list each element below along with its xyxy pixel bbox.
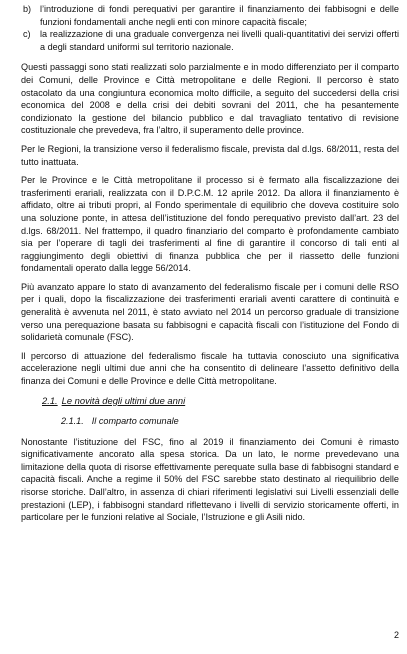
lettered-list bbox=[21, 3, 399, 53]
subsection-title: Il comparto comunale bbox=[91, 415, 179, 426]
body-paragraph: Per le Regioni, la transizione verso il federalismo fiscale, prevista dal d.lgs. 68/2011, resta del tutto inattuata. bbox=[21, 143, 399, 167]
subsection-number: 2.1.1. bbox=[61, 415, 84, 426]
list-item-text: l’introduzione di fondi perequativi per garantire il finanziamento dei fabbisogni e delle funzioni fondamentali anche negli enti con minore capacità fiscale; bbox=[40, 4, 399, 27]
page-number: 2 bbox=[393, 630, 399, 640]
body-paragraph: Nonostante l’istituzione del FSC, fino al 2019 il finanziamento dei Comuni è rimasto significativamente ancorato alla spesa storica. Da un lato, le norme prevedevano una limitazione della quota di risorse effettivamente perequate sulla base di fabbisogni standard e capacità fiscali. Anche a regime il 50% del FSC sarebbe stato destinato al riequilibrio delle risorse storiche. Dall’altro, in assenza di chiari riferimenti legislativi sui Livelli essenziali delle prestazioni (LEP), i fabbisogni standard riflettevano i livelli di servizio storicamente offerti, in particolare per le funzioni relative al Sociale, l’Istruzione e gli Asili nido. bbox=[21, 436, 399, 523]
section-number: 2.1. bbox=[42, 394, 58, 406]
list-marker: b) bbox=[23, 4, 32, 14]
subsection-heading bbox=[61, 415, 399, 428]
list-item bbox=[21, 3, 399, 28]
list-marker: c) bbox=[23, 29, 31, 40]
list-item bbox=[21, 28, 399, 53]
body-paragraph: Per le Province e le Città metropolitane il processo si è fermato alla fiscalizzazione dei trasferimenti erariali, realizzata con il D.P.C.M. 12 aprile 2012. Da allora il finanziamento è affidato, oltre ai tributi propri, al Fondo sperimentale di equilibrio che doveva costituire solo una soluzione ponte, in attesa dell’istituzione del fondo perequativo previsto dall’art. 23 del d.lgs. 68/2011. Nel frattempo, il quadro finanziario del comparto è profondamente cambiato sia per l’operare di tagli dei trasferimenti al fine di garantire il concorso di tali enti al raggiungimento degli obiettivi di finanza pubblica che per il riassetto delle funzioni fondamentali operato dalla legge 56/2014. bbox=[21, 175, 399, 274]
body-paragraph: Il percorso di attuazione del federalismo fiscale ha tuttavia conosciuto una significativa accelerazione negli ultimi due anni che ha consentito di delineare l’assetto definitivo della finanza dei Comuni e delle Province e delle Città metropolitane. bbox=[21, 350, 399, 387]
body-paragraph: Più avanzato appare lo stato di avanzamento del federalismo fiscale per i comuni delle RSO per i quali, dopo la fiscalizzazione dei trasferimenti erariali aventi carattere di continuità e generalità è avvenuta nel 2011, è stato avviato nel 2014 un percorso graduale di transizione verso una perequazione basata su fabbisogni e capacità fiscali con l’istituzione del Fondo di solidarietà comunale (FSC). bbox=[21, 281, 399, 343]
section-heading bbox=[42, 394, 399, 407]
section-title: Le novità degli ultimi due anni bbox=[61, 394, 186, 406]
text-column bbox=[21, 3, 399, 530]
body-paragraph: Questi passaggi sono stati realizzati solo parzialmente e in modo differenziato per il comparto dei Comuni, delle Province e Città metropolitane e delle Regioni. Il percorso è stato ostacolato da una congiuntura economica molto difficile, a seguito del succedersi della crisi economica del 2008 e della crisi dei debiti sovrani del 2011, che ha pesantemente condizionato la gestione del bilancio pubblico e dal travagliato tentativo di revisione costituzionale che prevedeva, fra l’altro, il superamento delle province. bbox=[21, 62, 399, 136]
list-item-text: la realizzazione di una graduale convergenza nei livelli quali-quantitativi dei servizi offerti a degli standard uniformi sul territorio nazionale. bbox=[40, 29, 399, 52]
